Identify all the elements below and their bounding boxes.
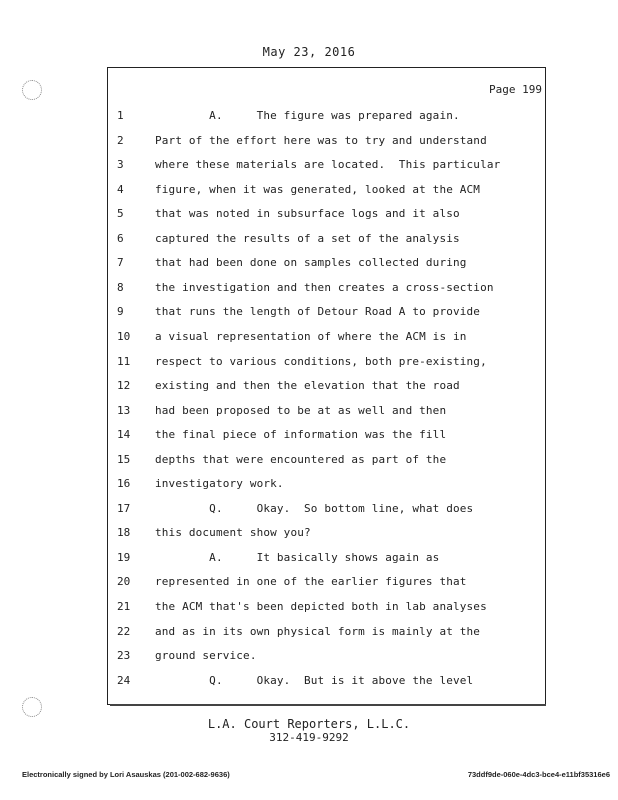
page-number: Page 199 [489,83,542,96]
transcript-line-text: Part of the effort here was to try and understand [155,134,487,147]
transcript-line-text: investigatory work. [155,477,284,490]
line-number: 9 [117,305,124,318]
punch-hole-mark [22,80,42,100]
transcript-line-text: Q. Okay. So bottom line, what does [155,502,474,515]
line-number: 15 [117,453,131,466]
line-number: 24 [117,674,131,687]
transcript-line-text: that had been done on samples collected during [155,256,467,269]
transcript-line-text: Q. Okay. But is it above the level [155,674,474,687]
transcript-line-text: figure, when it was generated, looked at the ACM [155,183,481,196]
punch-hole-mark [22,697,42,717]
transcript-line-text: where these materials are located. This particular [155,158,501,171]
line-number: 12 [117,379,131,392]
transcript-line-text: A. The figure was prepared again. [155,109,460,122]
transcript-line-text: A. It basically shows again as [155,551,440,564]
transcript-line-text: had been proposed to be at as well and then [155,404,447,417]
transcript-line-text: the investigation and then creates a cross-section [155,281,494,294]
transcript-line-text: and as in its own physical form is mainly at the [155,625,481,638]
line-number: 22 [117,625,131,638]
line-number: 16 [117,477,131,490]
transcript-line-text: captured the results of a set of the analysis [155,232,460,245]
transcript-line-text: the final piece of information was the fill [155,428,447,441]
line-number: 18 [117,526,131,539]
line-number: 19 [117,551,131,564]
line-number: 3 [117,158,124,171]
transcript-line-text: a visual representation of where the ACM is in [155,330,467,343]
line-number: 6 [117,232,124,245]
transcript-line-text: the ACM that's been depicted both in lab analyses [155,600,487,613]
transcript-line-text: this document show you? [155,526,311,539]
line-number: 13 [117,404,131,417]
line-number: 23 [117,649,131,662]
line-number: 11 [117,355,131,368]
transcript-line-text: respect to various conditions, both pre-existing, [155,355,487,368]
line-number: 10 [117,330,131,343]
electronic-signature: Electronically signed by Lori Asauskas (201-002-682-9636) [22,770,230,779]
court-reporter-phone: 312-419-9292 [269,731,349,744]
transcript-line-text: depths that were encountered as part of the [155,453,447,466]
frame-bottom-rule [110,704,546,706]
transcript-line-text: ground service. [155,649,257,662]
line-number: 4 [117,183,124,196]
line-number: 8 [117,281,124,294]
line-number: 5 [117,207,124,220]
line-number: 20 [117,575,131,588]
line-number: 1 [117,109,124,122]
line-number: 17 [117,502,131,515]
line-number: 14 [117,428,131,441]
line-number: 2 [117,134,124,147]
line-number: 21 [117,600,131,613]
transcript-line-text: that runs the length of Detour Road A to provide [155,305,481,318]
line-number: 7 [117,256,124,269]
court-reporter-name: L.A. Court Reporters, L.L.C. [207,717,411,731]
transcript-date: May 23, 2016 [262,45,356,59]
document-id: 73ddf9de-060e-4dc3-bce4-e11bf35316e6 [467,770,610,779]
transcript-line-text: represented in one of the earlier figures that [155,575,467,588]
transcript-line-text: that was noted in subsurface logs and it also [155,207,460,220]
transcript-line-text: existing and then the elevation that the road [155,379,460,392]
